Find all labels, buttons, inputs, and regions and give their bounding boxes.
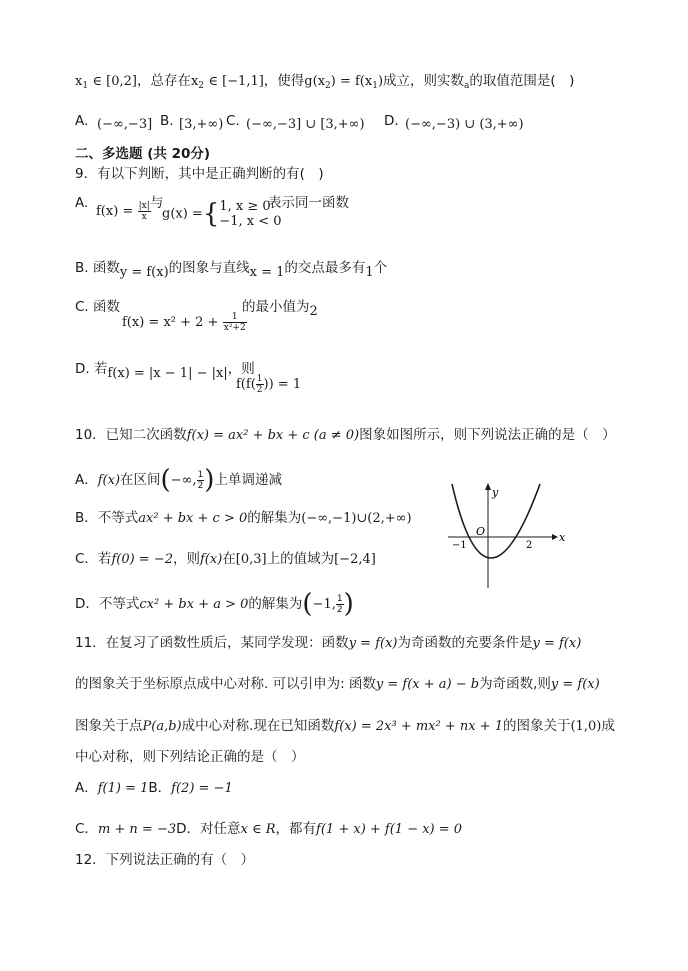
expr: cx² + bx + a > 0 [139, 597, 249, 612]
g-expr: g(x [304, 74, 326, 89]
y-axis-arrow [485, 483, 491, 490]
expr: f(1) = 1 [97, 781, 149, 796]
option-label: D. [384, 113, 399, 129]
text: D．对任意 [176, 821, 241, 837]
denominator: x [141, 212, 147, 222]
expr: f(2) = −1 [171, 781, 233, 796]
q9-option-b[interactable] [75, 259, 387, 278]
expr: 2 [309, 304, 318, 319]
expr: [0,3] [235, 552, 267, 567]
option-label: B. [160, 113, 174, 129]
gx: g(x) = [162, 206, 203, 222]
q11-line2 [75, 675, 600, 694]
text: D．不等式 [75, 596, 140, 612]
text: ，都有 [275, 821, 317, 837]
expr: ax² + bx + c > 0 [138, 511, 248, 526]
q9-option-a-expr [96, 201, 151, 222]
expr: f(1 + x) + f(1 − x) = 0 [316, 822, 463, 837]
text: ，使得 [263, 73, 305, 89]
text: 图象如图所示，则下列说法正确的是（ ） [359, 427, 616, 443]
text: 与 [150, 195, 164, 211]
x1-set: ∈ [0,2] [92, 74, 137, 89]
text: 上的值域为 [266, 551, 335, 567]
q8-option-d-value: (−∞,−3) ∪ (3,+∞) [405, 117, 524, 132]
text: 的图象关于坐标原点成中心对称. 可以引申为: 函数 [75, 676, 376, 692]
expr: y = f(x) [532, 636, 582, 651]
q11-line4: 中心对称，则下列结论正确的是（ ） [75, 749, 305, 765]
text: C． [75, 821, 98, 837]
x-intercept-2: 2 [526, 540, 533, 551]
x2-var: x [190, 74, 199, 89]
text: A． [75, 472, 98, 488]
q8-option-b-value: [3,+∞) [179, 117, 224, 132]
expr: y = f(x + a) − b [375, 677, 480, 692]
q9-option-a[interactable]: A. [75, 195, 89, 211]
option-label: C. [226, 113, 240, 129]
expr: y = f(x) [550, 677, 600, 692]
expr: f(x) [199, 552, 223, 567]
q11-options-ab[interactable] [75, 779, 233, 798]
expr: P(a,b) [142, 719, 182, 734]
text: B. 函数 [75, 260, 120, 276]
expr: x = 1 [249, 265, 285, 280]
expr: y = f(x) [348, 636, 398, 651]
fx: f(x) = x² + 2 + [122, 315, 219, 330]
q8-condition-line: $x_1$ ∈ [0,2]，总存在$x_2$ ∈ [−1,1]，使得$g(x_2) = f(x_1)$成立，则实数$_a$的取值范围是( ) [75, 73, 575, 91]
x-axis-arrow [552, 534, 558, 540]
text: 表示同一函数 [268, 195, 349, 211]
text: 成中心对称.现在已知函数 [181, 718, 335, 734]
expr: 1 [365, 265, 374, 280]
text: 个 [373, 260, 388, 276]
expr: (−∞,−1)∪(2,+∞) [301, 511, 412, 526]
text: 图象关于点 [75, 718, 143, 734]
expr: f(f( [236, 377, 256, 392]
q10-option-d[interactable]: D．不等式cx² + bx + a > 0的解集为(−1, $\frac{1}{2}$ ) [75, 589, 354, 619]
fx: f(x) = [96, 204, 134, 219]
q9-stem: 9．有以下判断，其中是正确判断的有( ) [75, 166, 324, 182]
denominator: 2 [197, 480, 204, 491]
text: 10．已知二次函数 [75, 427, 187, 443]
text: C．若 [75, 551, 112, 567]
numerator: 1 [223, 312, 247, 323]
x1-var: x [75, 74, 83, 89]
text: 在区间 [120, 472, 161, 488]
numerator: 1 [197, 469, 204, 480]
q9-option-a-gx: g(x) ={ 1, x ≥ 0 −1, x < 0 [162, 199, 282, 229]
q8-option-c[interactable] [226, 112, 240, 130]
expr: −1, [312, 597, 336, 612]
text: 在 [222, 551, 236, 567]
expr: m + n = −3 [97, 822, 177, 837]
text: B． [148, 780, 172, 796]
text: 成立，则实数 [383, 73, 465, 89]
denominator: 2 [256, 385, 263, 395]
fraction [138, 201, 151, 222]
text: ，则 [172, 551, 200, 567]
q8-option-a[interactable] [75, 112, 88, 130]
g-eq-f: ) = f(x [330, 74, 373, 89]
q9-option-c[interactable]: C. 函数 [75, 299, 121, 315]
parabola-graph [440, 478, 570, 590]
origin-label: O [476, 525, 486, 538]
q10-option-c[interactable] [75, 550, 376, 569]
numerator: |x| [138, 201, 150, 211]
a-var: a [464, 81, 470, 91]
expr: f(x) = ax² + bx + c (a ≠ 0) [186, 428, 360, 443]
expr: y = f(x) [119, 265, 169, 280]
expr: −∞, [170, 473, 197, 488]
text: 上单调递减 [214, 472, 282, 488]
q10-option-b[interactable] [75, 509, 412, 528]
text: 的图象与直线 [168, 260, 250, 276]
text: 11．在复习了函数性质后，某同学发现：函数 [75, 635, 349, 651]
x-label: x [559, 531, 566, 544]
expr: f(x) = 2x³ + mx² + nx + 1 [334, 719, 503, 734]
q8-option-a-value: (−∞,−3] [97, 117, 153, 132]
q9-option-d-ff [236, 374, 301, 395]
case: 1, x ≥ 0 [219, 199, 271, 214]
expr: x ∈ R [240, 822, 276, 837]
text: 成 [601, 718, 615, 734]
q11-line1 [75, 634, 581, 653]
q12-stem: 12．下列说法正确的有（ ） [75, 852, 255, 868]
x-intercept-neg1: −1 [452, 540, 467, 551]
text: 的交点最多有 [284, 260, 366, 276]
expr: )) = 1 [263, 377, 302, 392]
text: D. 若 [75, 361, 108, 377]
q8-option-c-value: (−∞,−3] ∪ [3,+∞) [246, 117, 365, 132]
expr: [−2,4] [334, 552, 376, 567]
f-close: ) [377, 74, 384, 89]
expr: f(x) [97, 473, 121, 488]
q8-option-b[interactable] [160, 112, 174, 130]
text: 的最小值为 [242, 299, 310, 315]
q9-option-c-expr [122, 312, 247, 333]
denominator: x²+2 [223, 323, 246, 333]
text: 的解集为 [247, 510, 302, 526]
q11-line3 [75, 717, 615, 736]
x2-set: ∈ [−1,1] [208, 74, 264, 89]
text: 的取值范围是( ) [469, 73, 575, 89]
option-label: A. [75, 113, 89, 129]
section-heading: 二、多选题 (共 20分) [75, 146, 211, 162]
q9-option-c-tail [242, 298, 318, 317]
expr: f(x) = |x − 1| − |x| [107, 366, 228, 381]
q10-option-a[interactable]: A．f(x)在区间(−∞, $\frac{1}{2}$ )上单调递减 [75, 465, 282, 495]
text: 为奇函数,则 [479, 676, 551, 692]
numerator: 1 [336, 593, 343, 604]
text: A． [75, 780, 98, 796]
text: B．不等式 [75, 510, 139, 526]
case: −1, x < 0 [219, 214, 282, 229]
q9-option-d[interactable] [75, 360, 255, 379]
numerator: 1 [256, 374, 263, 384]
q8-option-d[interactable] [384, 112, 399, 130]
text: 的解集为 [248, 596, 303, 612]
text: ，则 [227, 361, 255, 377]
q11-options-cd[interactable] [75, 820, 462, 839]
text: 为奇函数的充要条件是 [397, 635, 533, 651]
expr: f(0) = −2 [111, 552, 173, 567]
expr: (1,0) [570, 719, 602, 734]
text: 的图象关于 [502, 718, 571, 734]
text: ，总存在 [136, 73, 191, 89]
denominator: 2 [336, 604, 343, 615]
q10-stem [75, 426, 616, 445]
y-label: y [492, 486, 499, 499]
